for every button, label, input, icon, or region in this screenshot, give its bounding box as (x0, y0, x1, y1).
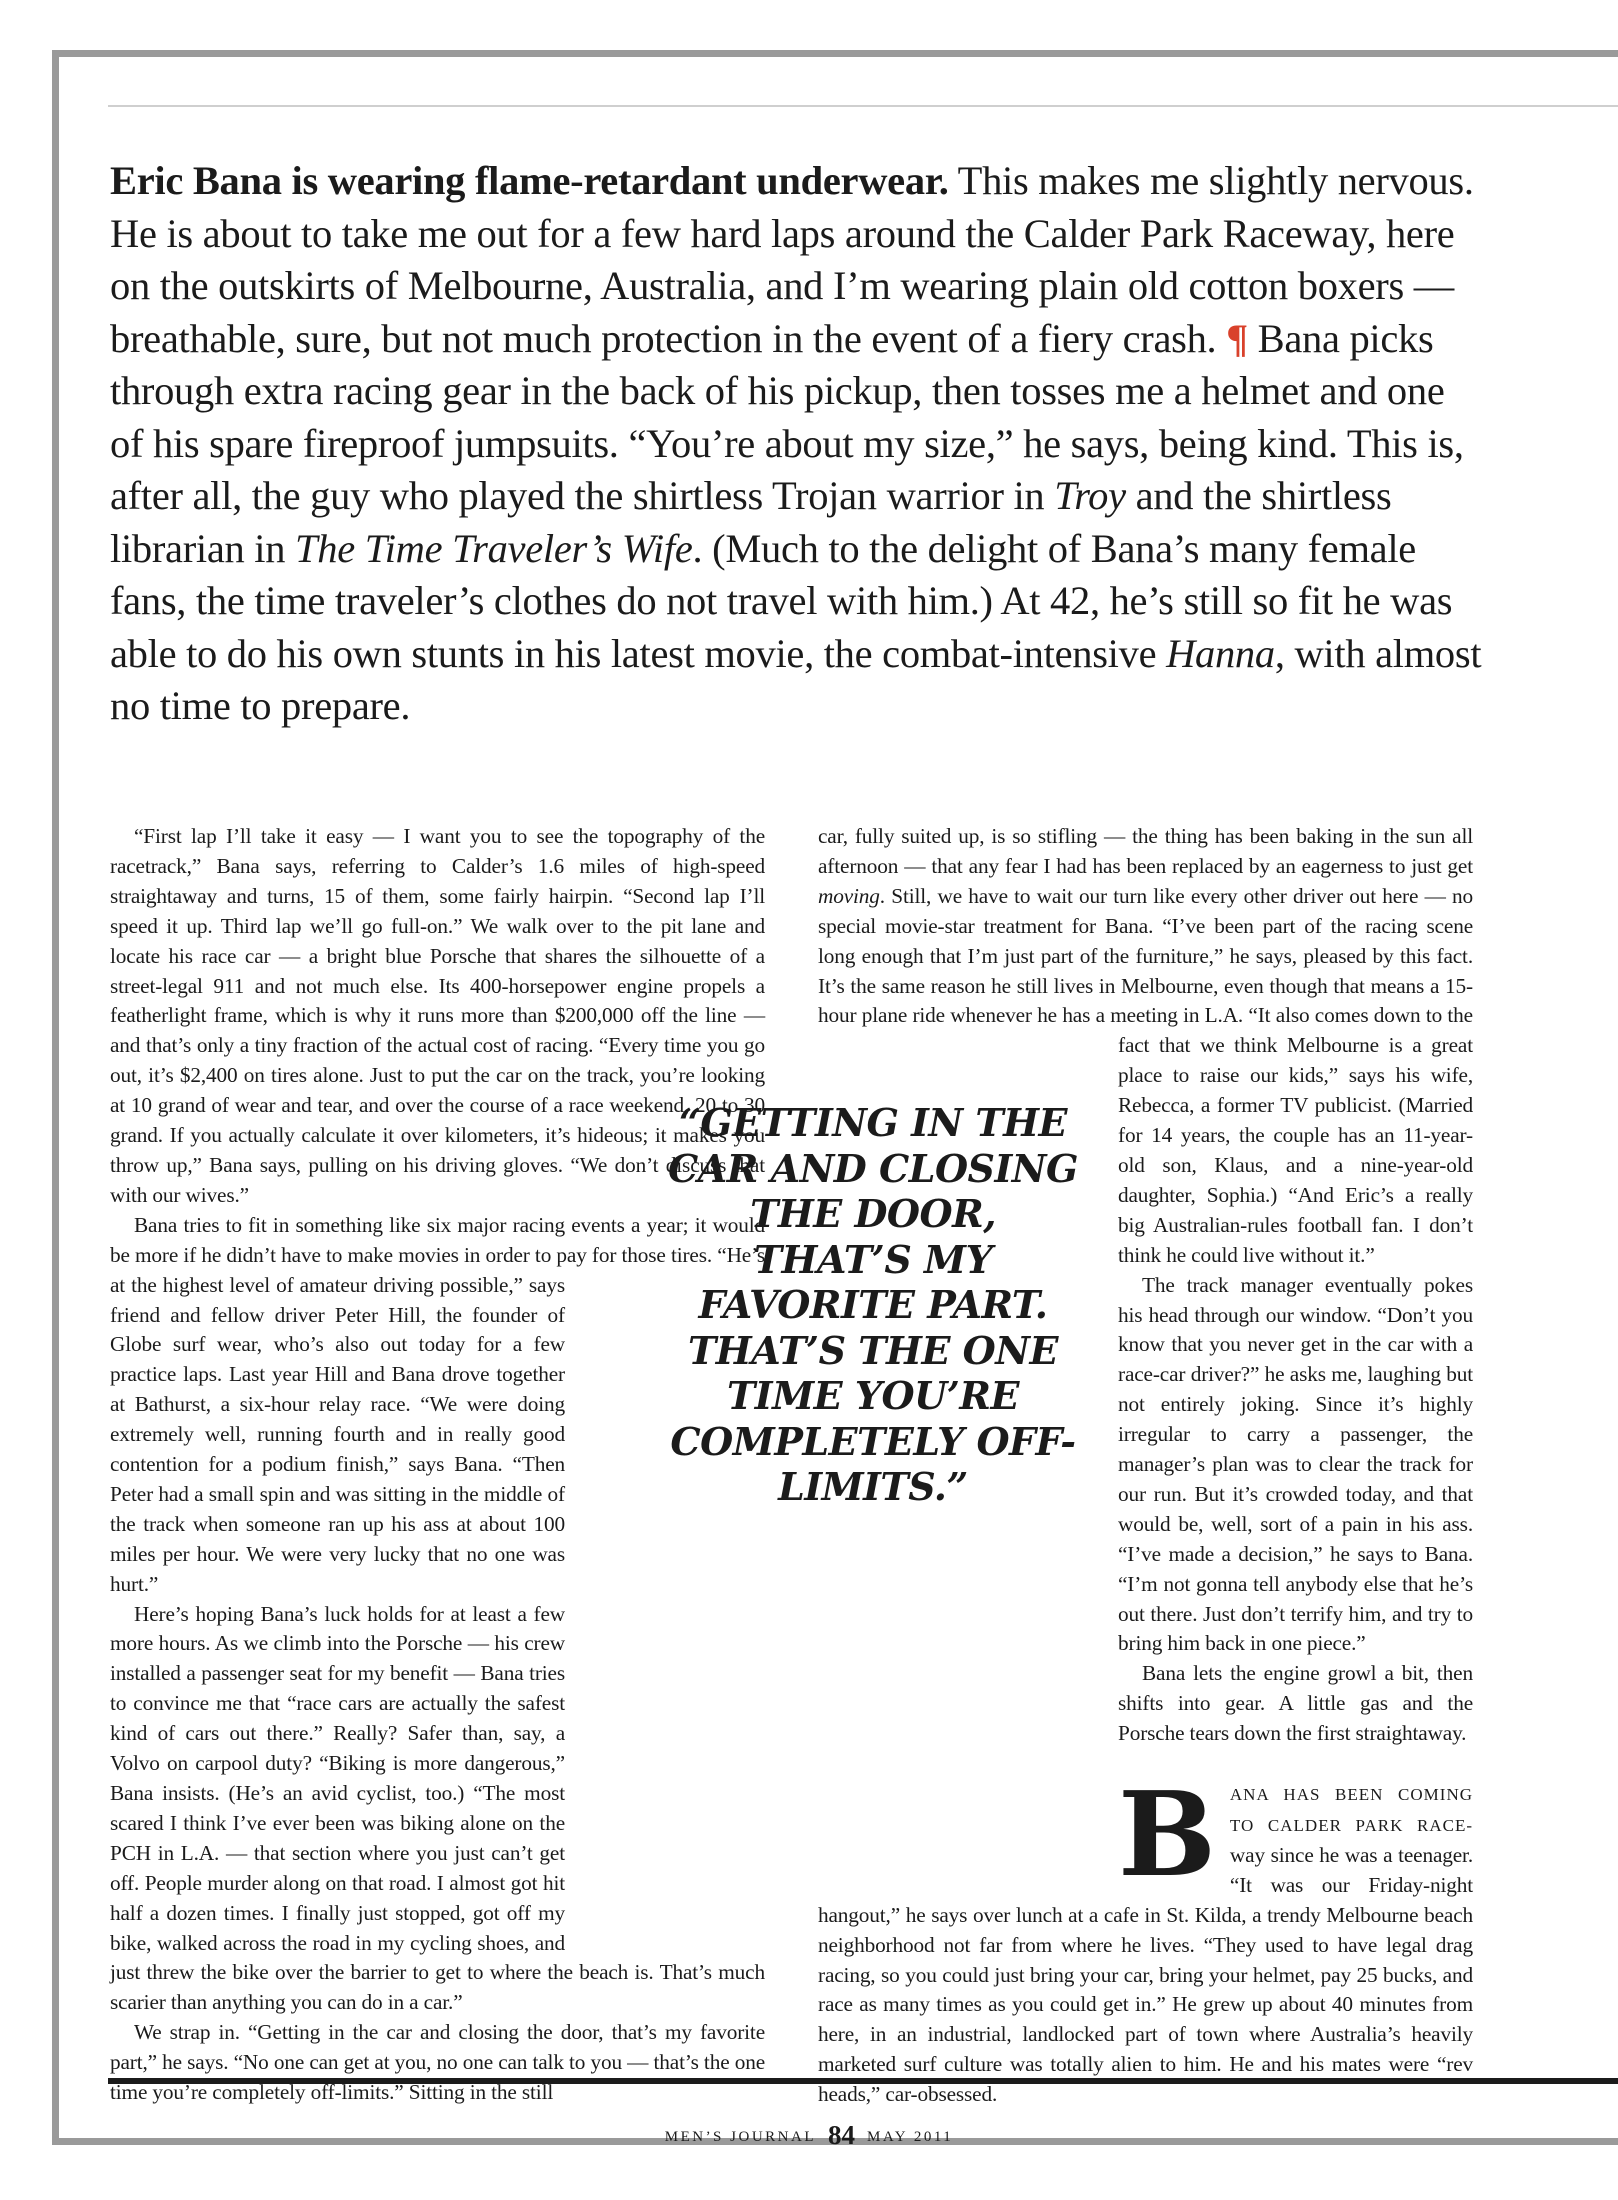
issue-date: MAY 2011 (867, 2129, 954, 2145)
intro-text: Bana picks through extra racing gear in the back of his pickup, then tosses me a helmet and one of his spare fireproof jumpsuits. “You’re about my size,” he says, being kind. This is, after all, the guy who played the shirtless Trojan warrior in (110, 315, 1464, 518)
intro-text: and the shirtless librarian in (110, 473, 1392, 571)
intro-paragraph (110, 155, 1485, 733)
intro-text: . (Much to the delight of Bana’s many female fans, the time traveler’s clothes do not travel with him.) At 42, he’s still so fit he was able to do his own stunts in his latest movie, the combat-intensive (110, 525, 1453, 676)
intro-text: , with almost no time to prepare. (110, 630, 1482, 728)
body-text: car, fully suited up, is so stifling — the thing has been baking in the sun all afternoon — that any fear I had has been replaced by an eagerness to just get (818, 824, 1473, 878)
movie-title: Troy (1054, 473, 1126, 518)
intro-lead: Eric Bana is wearing flame-retardant underwear. (110, 158, 949, 203)
body-text: . Still, we have to wait our turn like every other driver out here — no special movie-star treatment for Bana. “I’ve been part of the racing scene long enough that I’m just part of the furniture,” he says, pleased by this fact. It’s the same reason he still lives in Melbourne, even though that means a 15-hour plane ride whenever he has a meeting in L.A. “It also comes down to the fact that we think Melbourne is a great place to raise our kids,” says his wife, Rebecca, a former TV publicist. (Married for 14 years, the couple has an 11-year-old son, Klaus, and a nine-year-old daughter, Sophia.) “And Eric’s a really big Australian-rules football fan. I don’t think he could live without it.” (818, 883, 1473, 1267)
bottom-rule (108, 2078, 1618, 2084)
body-paragraph: Bana tries to fit in something like six major racing events a year; it would be more if he didn’t have to make movies in order to pay for those tires. “He’s at the highest level of amateur driving possible,” says friend and fellow driver Peter Hill, the founder of Globe surf wear, who’s also out today for a few practice laps. Last year Hill and Bana drove together at Bathurst, a six-hour relay race. “We were doing extremely well, running fourth and in really good contention for a podium finish,” says Bana. “Then Peter had a small spin and was sitting in the middle of the track when someone ran up his ass at about 100 miles per hour. We were very lucky that no one was hurt.” (110, 1212, 765, 1596)
body-paragraph: We strap in. “Getting in the car and closing the door, that’s my favorite part,” he says. “No one can get at you, no one can talk to you — that’s the one time you’re completely off-limits.” Sitting in the still (110, 2020, 765, 2105)
top-rule (108, 105, 1618, 107)
movie-title: Hanna (1166, 630, 1275, 676)
pilcrow-icon: ¶ (1226, 315, 1248, 361)
body-text: way since he was a teenager. “It was our Friday-night hangout,” he says over lunch at a cafe in St. Kilda, a trendy Melbourne beach neighborhood not far from where he lives. “They used to have legal drag racing, so you could just bring your car, bring your helmet, pay 25 bucks, and race as many times as you could get in.” He grew up about 40 minutes from here, in an industrial, landlocked part of town where Australia’s heavily marketed surf culture was totally alien to him. He and his mates were “rev heads,” car-obsessed. (818, 1842, 1473, 2107)
body-paragraph: “First lap I’ll take it easy — I want you to see the topography of the racetrack,” Bana says, referring to Calder’s 1.6 miles of high-speed straightaway and turns, 15 of them, some fairly hairpin. “Second lap I’ll speed it up. Third lap we’ll go full-on.” We walk over to the pit lane and locate his race car — a bright blue Porsche that shares the silhouette of a street-legal 911 and not much else. Its 400-horsepower engine propels a featherlight frame, which is why it runs more than $200,000 off the line — and that’s only a tiny fraction of the actual cost of racing. “Every time you go out, it’s $2,400 on tires alone. Just to put the car on the track, you’re looking at 10 grand of wear and tear, and over the course of a race weekend, 20 to 30 grand. If you actually calculate it over kilometers, it’s hideous; it makes you throw up,” Bana says, pulling on his driving gloves. “We don’t discuss that with our wives.” (110, 824, 765, 1207)
page-footer (0, 2120, 1618, 2151)
movie-title: The Time Traveler’s Wife (295, 525, 693, 571)
pull-quote: “GETTING IN THE CAR AND CLOSING THE DOOR, THAT’S MY FAVORITE PART. THAT’S THE ONE TIME YOU’RE COMPLETELY OFF-LIMITS.” (668, 1100, 1078, 1509)
drop-cap: B (1118, 1767, 1216, 1904)
body-paragraph: Here’s hoping Bana’s luck holds for at least a few more hours. As we climb into the Porsche — his crew installed a passenger seat for my benefit — Bana tries to convince me that “race cars are actually the safest kind of cars out there.” Really? Safer than, say, a Volvo on carpool duty? “Biking is more dangerous,” Bana insists. (He’s an avid cyclist, too.) “The most scared I think I’ve ever been was biking alone on the PCH in L.A. — that section where you just can’t get off. People murder along on that road. I almost got hit half a dozen times. I finally just stopped, got off my bike, walked across the road in my cycling shoes, and just threw the bike over the barrier to get to where the beach is. That’s much scarier than anything you can do in a car.” (110, 1601, 765, 2015)
body-paragraph: The track manager eventually pokes his head through our window. “Don’t you know that you never get in the car with a race-car driver?” he asks me, laughing but not entirely joking. Since it’s highly irregular to carry a passenger, the manager’s plan was to clear the track for our run. But it’s crowded today, and that would be, well, sort of a pain in his ass. “I’ve made a decision,” he says to Bana. “I’m not gonna tell anybody else that he’s out there. Just don’t terrify him, and try to bring him back in one piece.” (1118, 1272, 1473, 1656)
page-number: 84 (828, 2120, 855, 2150)
section-opening-paragraph (818, 1767, 1473, 2110)
lead-in-caps: ANA HAS BEEN COMING TO CALDER PARK RACE- (1229, 1785, 1473, 1835)
magazine-name: MEN’S JOURNAL (664, 2129, 816, 2145)
body-paragraph: Bana lets the engine growl a bit, then shifts into gear. A little gas and the Porsche tears down the first straightaway. (1118, 1661, 1473, 1746)
left-column (110, 822, 765, 2108)
emphasis-text: moving (818, 883, 880, 908)
intro-text: This makes me slightly nervous. He is about to take me out for a few hard laps around the Calder Park Raceway, here on the outskirts of Melbourne, Australia, and I’m wearing plain old cotton boxers — breathable, sure, but not much protection in the event of a fiery crash. (110, 158, 1474, 361)
